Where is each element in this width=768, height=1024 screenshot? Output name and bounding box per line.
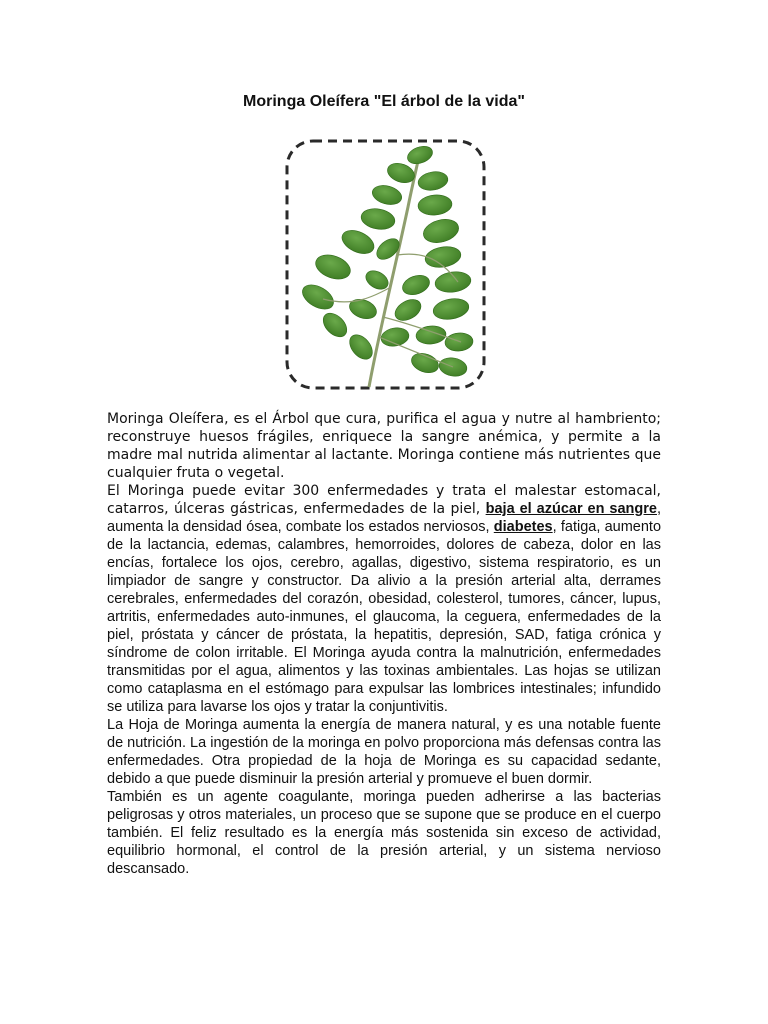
paragraph-2-intro: El Moringa puede evitar 300 enfermedades y trata el malestar estomacal, catarros, úlceras gástricas, enfermedades de la piel,	[107, 483, 661, 517]
paragraph-2-rest: , fatiga, aumento de la lactancia, edemas, calambres, hemorroides, dolores de cabeza, dolor en las encías, fortalece los ojos, cerebro, agallas, digestivo, sistema respiratorio, es un limpiador de sangre y constructor. Da alivio a la presión arterial alta, derrames cerebrales, enfermedades del corazón, obesidad, colesterol, tumores, cáncer, lupus, artritis, enfermedades auto-inmunes, el glaucoma, la ceguera, enfermedades de la piel, próstata y cáncer de próstata, la hepatitis, depresión, SAD, fatiga crónica y síndrome de colon irritable. El Moringa ayuda contra la malnutrición, enfermedades transmitidas por el agua, alimentos y las toxinas ambientales. Las hojas se utilizan como cataplasma en el estómago para expulsar las lombrices intestinales; infundido se utiliza para lavarse los ojos y tratar la conjuntivitis.	[107, 519, 662, 715]
keyword-diabetes: diabetes	[493, 519, 553, 535]
moringa-leaf-illustration	[283, 137, 488, 392]
paragraph-2	[107, 482, 661, 716]
page-title: Moringa Oleífera "El árbol de la vida"	[243, 93, 525, 110]
paragraph-4: También es un agente coagulante, moringa pueden adherirse a las bacterias peligrosas y otros materiales, un proceso que se supone que se produce en el cuerpo también. El feliz resultado es la energía más sostenida sin exceso de actividad, equilibrio hormonal, el control de la presión arterial, y un sistema nervioso descansado.	[107, 789, 661, 877]
paragraph-2-middle: , aumenta la densidad ósea, combate los estados nerviosos,	[107, 501, 661, 535]
article-body	[107, 410, 661, 878]
moringa-leaf-image	[283, 137, 488, 392]
paragraph-1: Moringa Oleífera, es el Árbol que cura, purifica el agua y nutre al hambriento; reconstruye huesos frágiles, enriquece la sangre anémica, y permite a la madre mal nutrida alimentar al lactante. Moringa contiene más nutrientes que cualquier fruta o vegetal.	[107, 411, 661, 481]
keyword-sugar: baja el azúcar en sangre	[485, 501, 657, 517]
paragraph-3: La Hoja de Moringa aumenta la energía de manera natural, y es una notable fuente de nutrición. La ingestión de la moringa en polvo proporciona más defensas contra las enfermedades. Otra propiedad de la hoja de Moringa es su capacidad sedante, debido a que puede disminuir la presión arterial y promueve el buen dormir.	[107, 717, 661, 787]
